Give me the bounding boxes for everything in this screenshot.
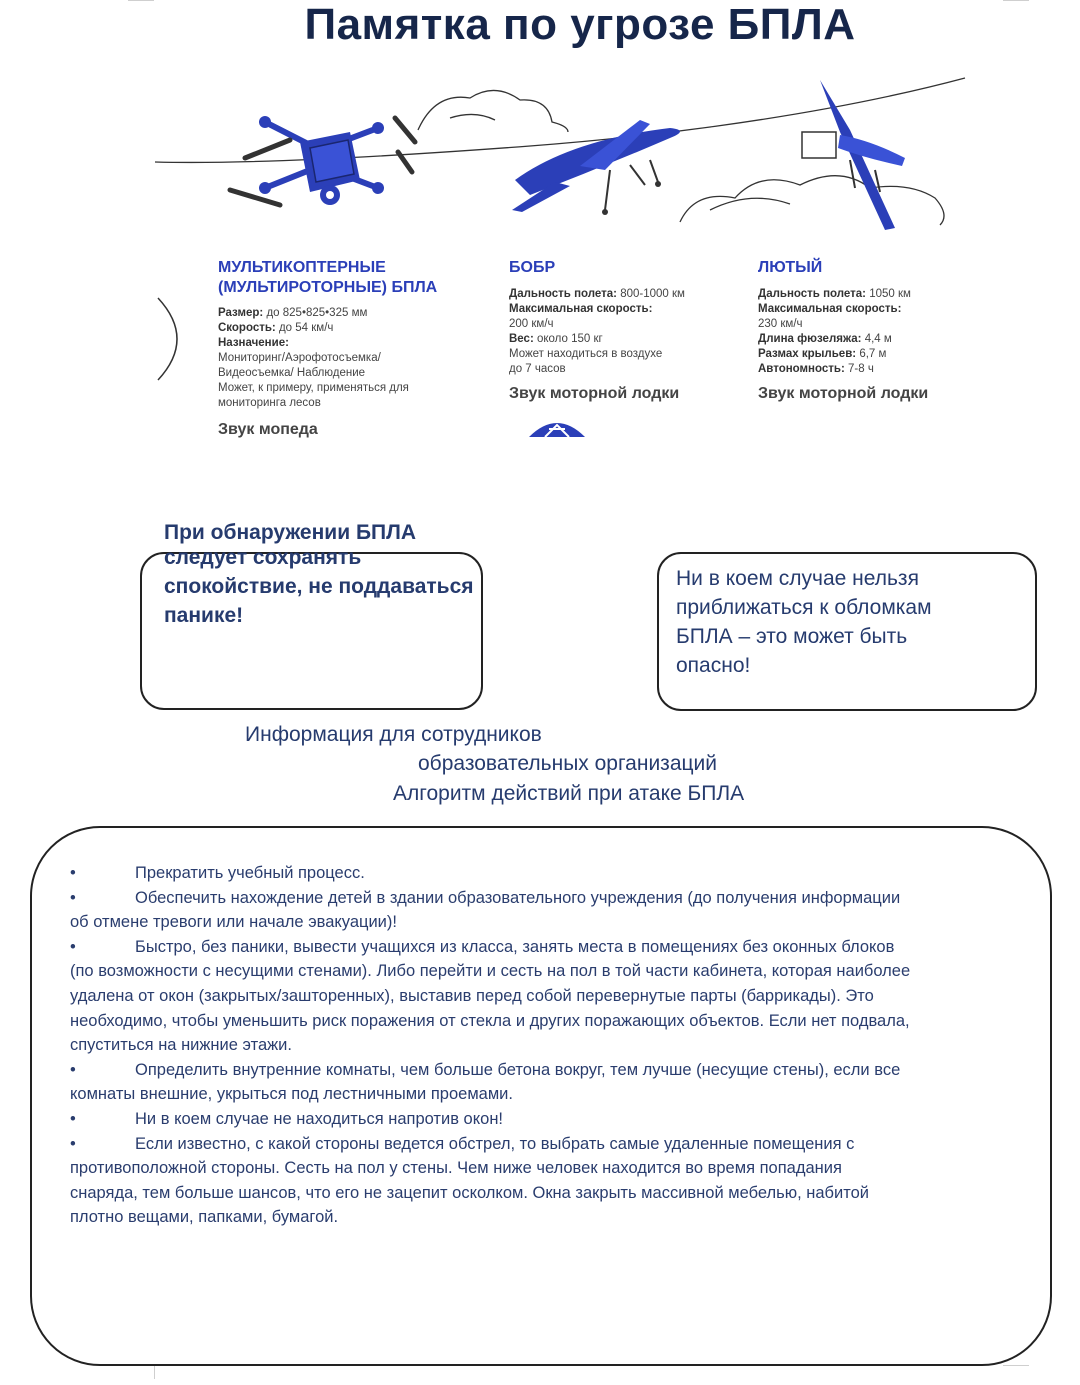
bullet: •	[70, 864, 76, 882]
spec-row: Длина фюзеляжа: 4,4 м	[758, 333, 892, 345]
bullet: •	[70, 888, 76, 907]
spec-note: Может, к примеру, применяться для	[218, 382, 409, 394]
info-line-2: образовательных организаций	[418, 752, 717, 775]
spec-row: Автономность: 7-8 ч	[758, 363, 874, 375]
spec-row: Максимальная скорость:	[509, 303, 653, 315]
drone-name: БОБР	[509, 259, 556, 276]
spec-row: до 7 часов	[509, 363, 566, 375]
list-item: • Прекратить учебный процесс.	[70, 861, 1020, 886]
quadcopter-drone-icon	[230, 116, 415, 205]
drones-illustration	[150, 70, 980, 250]
warning-message: Ни в коем случае нельзя приближаться к обломкам БПЛА – это может быть опасно!	[676, 567, 932, 677]
page-corner-mark	[154, 1365, 155, 1379]
list-item: • Если известно, с какой стороны ведется обстрел, то выбрать самые удаленные помещения с противоположной стороны. Сесть на пол у стены. Чем ниже человек находится во время попадания снаряда, тем больше шансов, что его не зацепит осколком. Окна закрыть массивной мебелью, набитой плотно вещами, папками, бумагой.	[70, 1132, 1020, 1230]
spec-row: Размер: до 825•825•325 мм	[218, 307, 368, 319]
cloud-icon	[680, 176, 944, 225]
spec-note: мониторинга лесов	[218, 397, 321, 409]
info-line-1: Информация для сотрудников	[245, 723, 542, 746]
list-item: • Определить внутренние комнаты, чем больше бетона вокруг, тем лучше (несущие стены), если все комнаты внешние, укрыться под лестничными проемами.	[70, 1058, 1020, 1107]
drone-name: МУЛЬТИКОПТЕРНЫЕ (МУЛЬТИРОТОРНЫЕ) БПЛА	[218, 259, 438, 296]
drone-sound: Звук моторной лодки	[509, 385, 680, 402]
spec-row: Размах крыльев: 6,7 м	[758, 348, 887, 360]
spec-row: Может находиться в воздухе	[509, 348, 663, 360]
list-item: • Обеспечить нахождение детей в здании образовательного учреждения (до получения информации об отмене тревоги или начале эвакуации)!	[70, 886, 1020, 935]
drone-card-bobr	[509, 258, 739, 439]
cloud-icon	[418, 90, 568, 132]
lyuty-drone-icon	[802, 80, 905, 230]
page-title: Памятка по угрозе БПЛА	[304, 0, 856, 49]
bullet: •	[70, 1134, 76, 1153]
bracket-decoration	[156, 296, 186, 382]
bullet: •	[70, 1060, 76, 1079]
drone-name: ЛЮТЫЙ	[758, 259, 823, 276]
bullet: •	[70, 937, 76, 956]
info-line-3: Алгоритм действий при атаке БПЛА	[393, 782, 745, 805]
drone-card-multicopter	[218, 258, 488, 439]
logo-emblem-icon	[527, 417, 587, 439]
spec-row: Дальность полета: 1050 км	[758, 288, 911, 300]
algorithm-list	[70, 861, 1020, 1230]
list-item: • Быстро, без паники, вывести учащихся из класса, занять места в помещениях без оконных блоков (по возможности с несущими стенами). Либо перейти и сесть на пол в той части кабинета, которая наиболее удалена от окон (закрытых/зашторенных), выставив перед собой перевернутые парты (баррикады). Это необходимо, чтобы уменьшить риск поражения от стекла и других поражающих объектов. Если нет подвала, спуститься на нижние этажи.	[70, 935, 1020, 1058]
list-item: • Ни в коем случае не находиться напротив окон!	[70, 1107, 1020, 1132]
spec-row: Дальность полета: 800-1000 км	[509, 288, 685, 300]
page-corner-mark	[1003, 1365, 1029, 1366]
drone-sound: Звук мопеда	[218, 421, 318, 438]
spec-note: Видеосъемка/ Наблюдение	[218, 367, 366, 379]
bobr-drone-icon	[512, 120, 680, 215]
spec-note: Мониторинг/Аэрофотосъемка/	[218, 352, 381, 364]
spec-row: Максимальная скорость:	[758, 303, 902, 315]
drone-sound: Звук моторной лодки	[758, 385, 929, 402]
calm-message: При обнаружении БПЛА следует сохранять спокойствие, не поддаваться панике!	[164, 521, 474, 627]
spec-row: Назначение:	[218, 337, 289, 349]
spec-row: 230 км/ч	[758, 318, 803, 330]
bullet: •	[70, 1109, 76, 1128]
spec-row: Скорость: до 54 км/ч	[218, 322, 334, 334]
spec-row: 200 км/ч	[509, 318, 554, 330]
drone-card-lyuty	[758, 258, 988, 403]
spec-row: Вес: около 150 кг	[509, 333, 603, 345]
